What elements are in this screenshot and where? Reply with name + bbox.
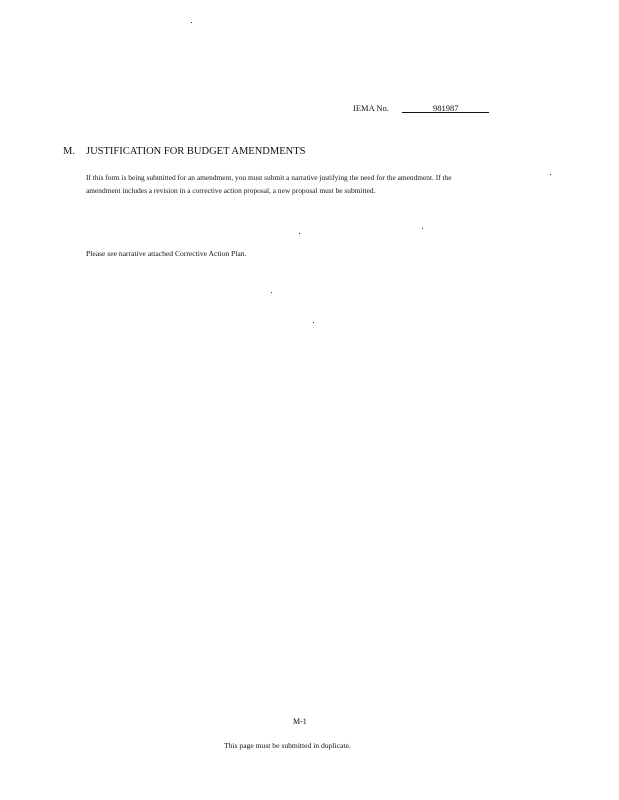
section-letter: M. — [63, 146, 75, 157]
scan-speck — [550, 174, 551, 175]
scan-speck — [271, 292, 272, 293]
section-title: JUSTIFICATION FOR BUDGET AMENDMENTS — [86, 146, 306, 157]
footer-note: This page must be submitted in duplicate. — [224, 741, 351, 750]
scan-speck — [313, 322, 314, 323]
iema-number-field — [402, 101, 489, 113]
page-number: M-1 — [293, 717, 307, 726]
scan-speck — [422, 228, 423, 229]
iema-number-value: 981987 — [433, 103, 459, 113]
instructions-text: If this form is being submitted for an amendment, you must submit a narrative justifying the need for the amendment. If the amendment includes a revision in a corrective action proposal, a new proposal must be submitted. — [86, 173, 452, 195]
iema-number-label: IEMA No. — [353, 103, 389, 113]
scan-speck — [299, 233, 300, 234]
scan-speck — [191, 22, 192, 23]
narrative-note: Please see narrative attached Corrective Action Plan. — [86, 249, 247, 258]
